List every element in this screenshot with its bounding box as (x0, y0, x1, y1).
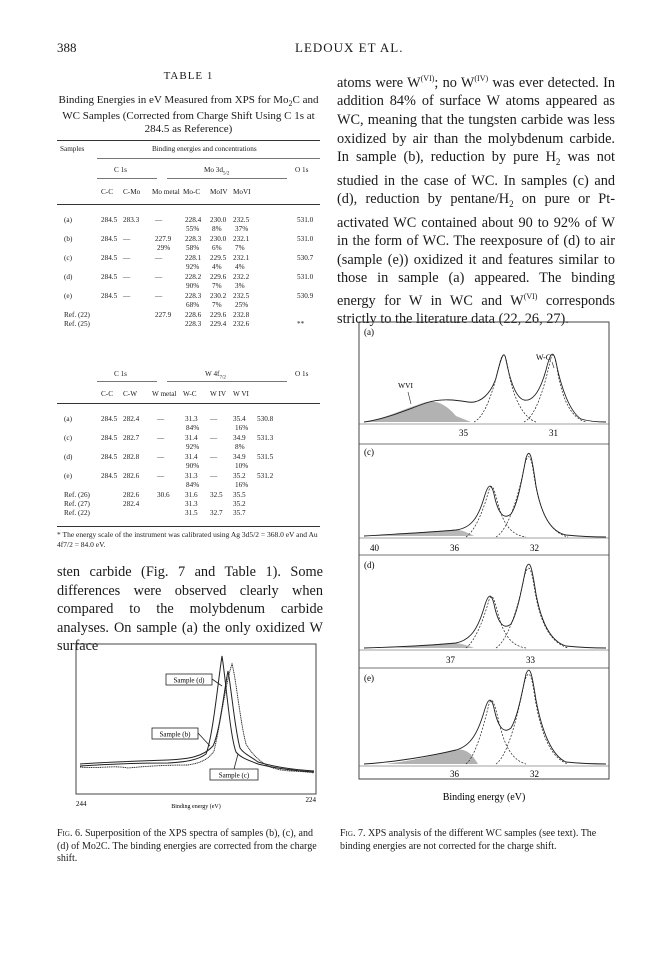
fig6-x-right-label: 224 (305, 796, 316, 804)
right-column-text (337, 70, 615, 329)
table-title: TABLE 1 (163, 70, 214, 82)
mo-o1s-header: O 1s (295, 166, 309, 174)
mo-cell: 229.5 (210, 254, 227, 262)
mo-row-label: Ref. (25) (64, 320, 90, 328)
w-cell: 30.6 (157, 491, 170, 499)
w-cell: — (210, 472, 218, 480)
mo-cell: 284.5 (101, 273, 118, 281)
fig7-d-peak2 (496, 568, 568, 648)
mo-cell: 230.0 (210, 216, 227, 224)
fig7-e-peak2 (496, 674, 568, 764)
mo-col-header: Mo-C (183, 188, 201, 196)
mo-cell: 232.1 (233, 254, 250, 262)
page-number: 388 (57, 40, 77, 55)
mo-pct: 4% (235, 263, 245, 271)
fig6-caption-text: Superposition of the XPS spectra of samples (b), (c), and (d) of Mo2C. The binding energies are corrected from the charge shift. (57, 828, 317, 864)
fig7-xps-panels (356, 318, 614, 808)
table-caption-part2: C and WC Samples (Corrected from Charge Shift Using C 1s at 284.5 as Reference) (62, 94, 319, 136)
table-caption-part1: Binding Energies in eV Measured from XPS for Mo (58, 94, 289, 106)
fig7-panel-a-label: (a) (364, 327, 374, 337)
mo-cell: 228.1 (185, 254, 202, 262)
w-cell: 32.7 (210, 509, 223, 517)
w-cell: 31.4 (185, 434, 198, 442)
mo-pct: 37% (235, 225, 249, 233)
mo-cell: 232.2 (233, 273, 250, 281)
mo-cell: — (123, 273, 131, 281)
fig7-e-peak1 (466, 700, 526, 764)
right-text-f: corresponds strictly to the literature data (22, 26, 27). (337, 292, 615, 328)
mo-pct: 92% (186, 263, 200, 271)
mo-cell: — (155, 216, 163, 224)
w-cell: 282.8 (123, 453, 140, 461)
fig7-c-envelope (364, 453, 606, 537)
w-cell: 31.3 (185, 500, 198, 508)
fig7-a-peak1 (474, 355, 536, 422)
mo-cell: 228.4 (185, 216, 202, 224)
w-col-header: W-C (183, 390, 197, 398)
fig7-a-wvi-annotation: WVI (398, 381, 413, 390)
w-cell: 31.3 (185, 415, 198, 423)
mo-cell: 229.6 (210, 273, 227, 281)
w-cell: 35.2 (233, 500, 246, 508)
mo-pct: 7% (212, 301, 222, 309)
mo-row-label: (e) (64, 292, 72, 300)
fig7-a-peak2 (524, 355, 586, 422)
mo-col-header: Mo metal (152, 188, 180, 196)
w-cell: 34.9 (233, 453, 246, 461)
w-row-label: (c) (64, 434, 72, 442)
mo-cell: 228.2 (185, 273, 202, 281)
fig7-panel-d-label: (d) (364, 560, 375, 570)
w-row-label: (e) (64, 472, 72, 480)
right-text-b: ; no W (434, 74, 475, 91)
w-pct: 84% (186, 481, 200, 489)
w-cell: 530.8 (257, 415, 274, 423)
table-caption: Binding Energies in eV Measured from XPS for $Mo_2C$ and WC Samples (Corrected from Charge Shift Using C 1s at 284.5 as Reference) (58, 94, 319, 136)
mo-cell: 228.3 (185, 320, 202, 328)
mo-cell: — (123, 254, 131, 262)
fig7-d-envelope (364, 564, 606, 648)
mo-cell: 232.5 (233, 292, 250, 300)
fig7-a-wc-annotation: W-C (536, 353, 552, 362)
w-col-header: W metal (152, 390, 177, 398)
w-cell: — (157, 453, 165, 461)
fig7-e-tick-36: 36 (450, 769, 459, 779)
w-cell: 35.5 (233, 491, 246, 499)
fig6-x-axis-title: Binding energy (eV) (171, 804, 221, 810)
right-text-e: on pure or Pt-activated WC contained about 90 to 92% of W in the form of WC. The reexposure of (d) to air (sample (e)) oxidized it and features similar to those in sample (a) appeared. The binding energy for W in WC and W (337, 191, 615, 309)
fig6-label-sample-c: Sample (c) (218, 771, 250, 780)
mo-cell: — (155, 273, 163, 281)
w-col-header: W IV (210, 390, 227, 398)
fig6-x-left-label: 244 (76, 800, 87, 808)
mo-cell: 531.0 (297, 273, 314, 281)
w-cell: 282.4 (123, 415, 140, 423)
w-cell: 282.4 (123, 500, 140, 508)
mo-3d-label: Mo 3d (204, 166, 223, 174)
mo-cell: 232.8 (233, 311, 250, 319)
w-row-label: (a) (64, 415, 72, 423)
mo-pct: 3% (235, 282, 245, 290)
mo-row-label: (d) (64, 273, 73, 281)
mo-cell: 227.9 (155, 311, 172, 319)
mo-cell: 228.6 (185, 311, 202, 319)
mo-pct: 7% (212, 282, 222, 290)
w-cell: — (210, 453, 218, 461)
mo-pct: 6% (212, 244, 222, 252)
table-footnote: * The energy scale of the instrument was calibrated using Ag 3d5/2 = 368.0 eV and Au 4f7/2 = 84.0 eV. (57, 530, 318, 549)
right-text-a: atoms were W (337, 74, 421, 91)
mo-pct: 7% (235, 244, 245, 252)
fig7-caption-head: Fig. 7. (340, 828, 366, 839)
mo-pct-metal: 29% (157, 244, 171, 252)
w-pct: 90% (186, 462, 200, 470)
w-cell: 284.5 (101, 472, 118, 480)
right-text-sub2: 2 (509, 199, 514, 210)
right-text-sub1: 2 (555, 157, 561, 167)
right-text-sup2: (IV) (474, 74, 489, 83)
mo-cell: 530.7 (297, 254, 314, 262)
w-cell: — (157, 434, 165, 442)
fig7-a-hatch (366, 402, 471, 422)
fig7-d-tick-33: 33 (526, 655, 535, 665)
w-pct: 16% (235, 481, 249, 489)
fig7-x-axis-title: Binding energy (eV) (442, 792, 526, 803)
w-pct: 84% (186, 424, 200, 432)
w-cell: 284.5 (101, 415, 118, 423)
w-cell: 282.6 (123, 491, 140, 499)
mo-cell: 230.0 (210, 235, 227, 243)
mo-c1s-header: C 1s (114, 166, 127, 174)
w-4f-header (205, 370, 226, 380)
mo-cell: 230.2 (210, 292, 227, 300)
w-cell: 35.2 (233, 472, 246, 480)
mo-pct: 55% (186, 225, 200, 233)
mo-cell: 232.6 (233, 320, 250, 328)
mo-cell: 229.6 (210, 311, 227, 319)
w-cell: 31.6 (185, 491, 198, 499)
fig6-caption-head: Fig. 6. (57, 828, 83, 839)
w-cell: — (157, 472, 165, 480)
fig7-c-tick-40: 40 (370, 543, 379, 553)
w-pct: 8% (235, 443, 245, 451)
fig7-e-envelope (364, 670, 606, 764)
w-row-label: Ref. (26) (64, 491, 90, 499)
fig6-pointer-d (212, 679, 222, 686)
w-cell: 531.5 (257, 453, 274, 461)
mo-pct: 68% (186, 301, 200, 309)
w-o1s-header: O 1s (295, 370, 309, 378)
fig6-caption (57, 828, 325, 866)
fig6-frame (76, 644, 316, 794)
fig6-curve-b (80, 656, 314, 772)
fig6-spectra-plot (68, 636, 326, 818)
w-cell: 34.9 (233, 434, 246, 442)
w-cell: — (210, 415, 218, 423)
mo-cell: 228.3 (185, 235, 202, 243)
fig6-label-sample-b: Sample (b) (159, 730, 191, 739)
right-text-d: was not studied in the case of WC. In samples (c) and (d), reduction by pentane/H (337, 149, 615, 208)
mo-cell: 232.1 (233, 235, 250, 243)
w-cell: 531.2 (257, 472, 274, 480)
fig7-a-wvi-pointer (408, 392, 411, 404)
fig7-c-tick-32: 32 (530, 543, 539, 553)
mo-cell: 531.0 (297, 216, 314, 224)
mo-row-label: Ref. (22) (64, 311, 90, 319)
mo-col-header: MoVI (233, 188, 251, 196)
w-cell: 31.5 (185, 509, 198, 517)
left-column-text: sten carbide (Fig. 7 and Table 1). Some differences were observed clearly when compared to the molybdenum carbide analyses. On sample (a) the only oxidized W surface (57, 564, 323, 655)
fig7-panel-e-label: (e) (364, 673, 374, 683)
w-cell: — (210, 434, 218, 442)
w-cell: 32.5 (210, 491, 223, 499)
mo-cell: 228.3 (185, 292, 202, 300)
w-row-label: Ref. (22) (64, 509, 90, 517)
w-4f-sub: 7/2 (219, 375, 226, 381)
mo-cell: 227.9 (155, 235, 172, 243)
mo-cell: — (123, 292, 131, 300)
mo-row-label: (b) (64, 235, 73, 243)
fig7-caption (340, 828, 616, 853)
running-head: LEDOUX ET AL. (295, 40, 404, 55)
w-col-header: C-W (123, 390, 137, 398)
mo-cell: 284.5 (101, 235, 118, 243)
mo-pct: 25% (235, 301, 249, 309)
w-cell: 282.6 (123, 472, 140, 480)
w-cell: 284.5 (101, 434, 118, 442)
w-col-header: C-C (101, 390, 113, 398)
mo-row-label: (c) (64, 254, 72, 262)
right-text-sup1: (VI) (420, 74, 435, 83)
mo-cell: 229.4 (210, 320, 227, 328)
mo-col-header: C-C (101, 188, 113, 196)
w-pct: 92% (186, 443, 200, 451)
mo-cell: — (155, 254, 163, 262)
fig7-a-tick-31: 31 (549, 428, 558, 438)
samples-header: Samples (60, 145, 85, 153)
fig7-d-tick-37: 37 (446, 655, 455, 665)
w-pct: 10% (235, 462, 249, 470)
w-pct: 16% (235, 424, 249, 432)
w-cell: 35.7 (233, 509, 246, 517)
w-4f-label: W 4f (205, 370, 220, 378)
group-header: Binding energies and concentrations (152, 145, 257, 153)
mo-cell: 232.5 (233, 216, 250, 224)
w-row-label: Ref. (27) (64, 500, 90, 508)
fig7-panel-c-label: (c) (364, 447, 374, 457)
fig6-label-sample-d: Sample (d) (173, 676, 205, 685)
mo-col-header: MoIV (210, 188, 228, 196)
mo-pct: 8% (212, 225, 222, 233)
mo-cell: 283.3 (123, 216, 140, 224)
w-cell: 284.5 (101, 453, 118, 461)
mo-3d-sub: 5/2 (222, 171, 230, 177)
w-c1s-header: C 1s (114, 370, 127, 378)
mo-pct: 4% (212, 263, 222, 271)
fig7-c-tick-36: 36 (450, 543, 459, 553)
mo-col-header: C-Mo (123, 188, 141, 196)
w-cell: 31.4 (185, 453, 198, 461)
fig6-pointer-b (198, 733, 210, 746)
mo-3d-header (204, 166, 229, 176)
mo-cell: ** (297, 320, 305, 328)
mo-cell: 284.5 (101, 254, 118, 262)
w-cell: — (157, 415, 165, 423)
mo-pct: 90% (186, 282, 200, 290)
fig6-curve-d (80, 671, 314, 771)
mo-pct: 58% (186, 244, 200, 252)
fig7-caption-text: XPS analysis of the different WC samples (see text). The binding energies are not corrected for the charge shift. (340, 828, 597, 852)
w-col-header: W VI (233, 390, 249, 398)
w-row-label: (d) (64, 453, 73, 461)
fig7-e-hatch (386, 750, 478, 764)
fig7-c-peak1 (466, 486, 526, 537)
mo-cell: 284.5 (101, 216, 118, 224)
w-cell: 31.3 (185, 472, 198, 480)
binding-energy-table (57, 138, 320, 520)
mo-cell: — (123, 235, 131, 243)
fig6-pointer-c (234, 754, 238, 769)
mo-cell: 531.0 (297, 235, 314, 243)
mo-cell: 530.9 (297, 292, 314, 300)
w-cell: 531.3 (257, 434, 274, 442)
fig7-a-tick-35: 35 (459, 428, 468, 438)
mo-cell: 284.5 (101, 292, 118, 300)
right-text-sup3: (VI) (523, 292, 538, 302)
mo-cell: — (155, 292, 163, 300)
fig7-e-tick-32: 32 (530, 769, 539, 779)
right-text-c: was ever detected. In addition 84% of surface W atoms appeared as WC, meaning that the tungsten carbide was less oxidized by air than the molybdenum carbide. In sample (b), reduction by pure H (337, 74, 616, 166)
mo-row-label: (a) (64, 216, 72, 224)
fig7-a-wc-pointer (552, 362, 554, 368)
w-cell: 282.7 (123, 434, 140, 442)
fig7-d-peak1 (466, 596, 526, 648)
fig7-d-hatch (396, 643, 474, 648)
w-cell: 35.4 (233, 415, 246, 423)
